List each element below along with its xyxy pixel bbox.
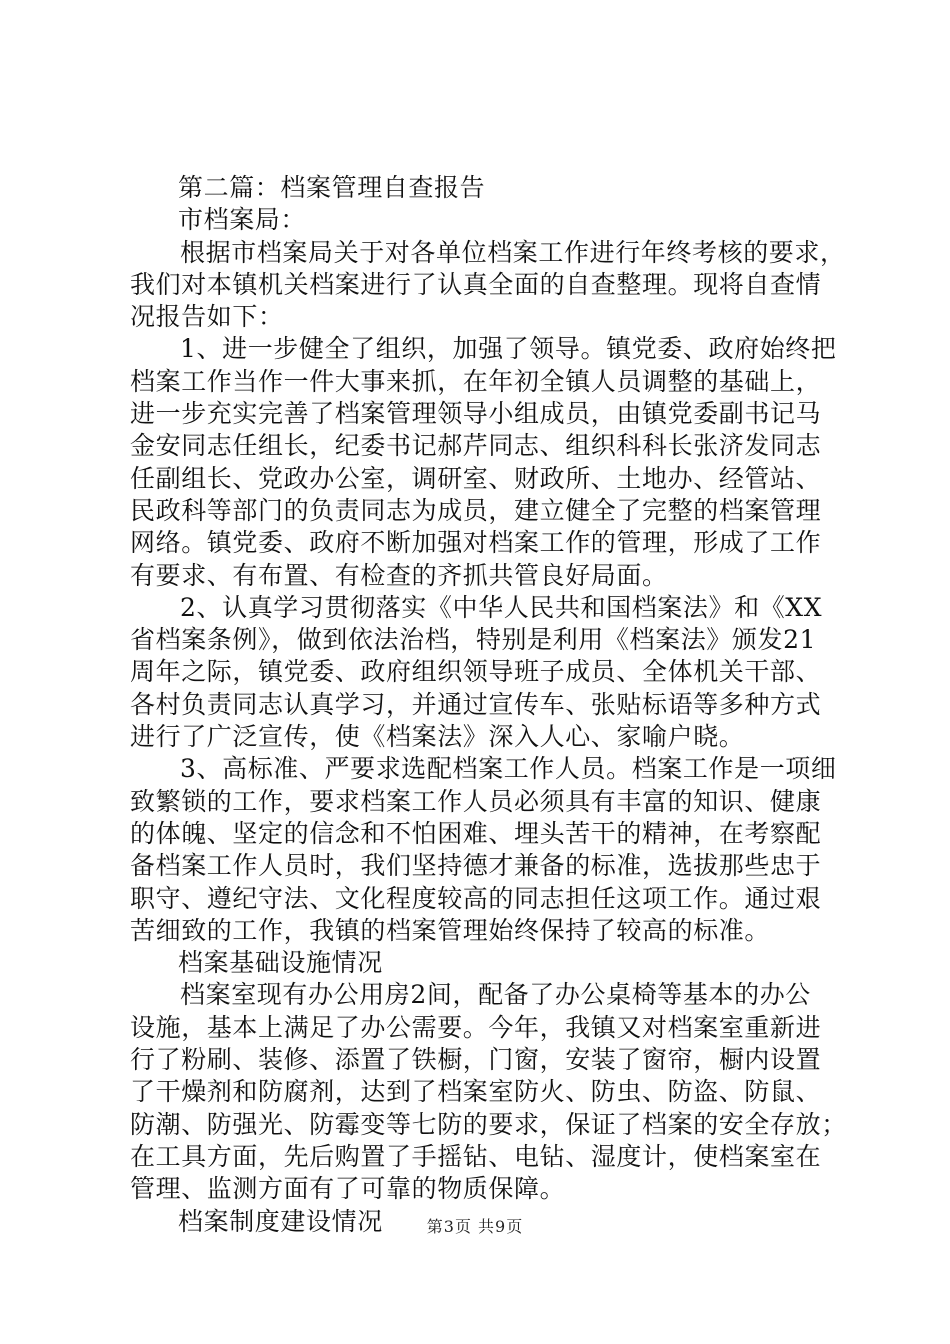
paragraph-line: 省档案条例》，做到依法治档，特别是利用《档案法》颁发21 — [130, 625, 817, 655]
paragraph-line: 档案工作当作一件大事来抓，在年初全镇人员调整的基础上， — [130, 366, 822, 396]
paragraph-line: 2、认真学习贯彻落实《中华人民共和国档案法》和《XX — [180, 592, 823, 622]
paragraph-line: 网络。镇党委、政府不断加强对档案工作的管理，形成了工作 — [130, 528, 822, 558]
page-indicator: 第3页 共9页 — [426, 1217, 524, 1236]
document-body — [130, 172, 847, 1238]
paragraph-line: 设施，基本上满足了办公需要。今年，我镇又对档案室重新进 — [130, 1012, 822, 1042]
paragraph-line: 管理、监测方面有了可靠的物质保障。 — [130, 1174, 566, 1204]
paragraph-line: 职守、遵纪守法、文化程度较高的同志担任这项工作。通过艰 — [130, 883, 822, 913]
paragraph-line: 进一步充实完善了档案管理领导小组成员，由镇党委副书记马 — [130, 399, 822, 429]
paragraph-line: 在工具方面，先后购置了手摇钻、电钻、湿度计，使档案室在 — [130, 1141, 822, 1171]
paragraph-line: 的体魄、坚定的信念和不怕困难、埋头苦干的精神，在考察配 — [130, 818, 822, 848]
paragraph-line: 根据市档案局关于对各单位档案工作进行年终考核的要求， — [180, 237, 846, 267]
paragraph-line: 金安同志任组长，纪委书记郝芹同志、组织科科长张济发同志 — [130, 431, 822, 461]
paragraph-line: 档案室现有办公用房2间，配备了办公桌椅等基本的办公 — [180, 980, 811, 1010]
section-heading: 档案制度建设情况 — [178, 1206, 383, 1236]
paragraph-line: 了干燥剂和防腐剂，达到了档案室防火、防虫、防盗、防鼠、 — [130, 1077, 822, 1107]
page-footer — [0, 1214, 950, 1237]
section-heading: 档案基础设施情况 — [178, 948, 383, 978]
paragraph-line: 有要求、有布置、有检查的齐抓共管良好局面。 — [130, 560, 668, 590]
document-title: 第二篇：档案管理自查报告 — [178, 173, 486, 202]
paragraph-line: 1、进一步健全了组织，加强了领导。镇党委、政府始终把 — [180, 334, 837, 364]
paragraph-line: 况报告如下： — [130, 302, 284, 332]
paragraph-line: 3、高标准、严要求选配档案工作人员。档案工作是一项细 — [180, 754, 837, 784]
salutation: 市档案局： — [178, 205, 307, 235]
paragraph-line: 防潮、防强光、防霉变等七防的要求，保证了档案的安全存放； — [130, 1109, 847, 1139]
paragraph-line: 行了粉刷、装修、添置了铁橱，门窗，安装了窗帘，橱内设置 — [130, 1045, 822, 1075]
paragraph-line: 民政科等部门的负责同志为成员，建立健全了完整的档案管理 — [130, 495, 822, 525]
paragraph-line: 我们对本镇机关档案进行了认真全面的自查整理。现将自查情 — [130, 269, 822, 299]
paragraph-line: 苦细致的工作，我镇的档案管理始终保持了较高的标准。 — [130, 915, 771, 945]
paragraph-line: 进行了广泛宣传，使《档案法》深入人心、家喻户晓。 — [130, 722, 745, 752]
paragraph-line: 任副组长、党政办公室，调研室、财政所、土地办、经管站、 — [130, 463, 822, 493]
paragraph-line: 备档案工作人员时，我们坚持德才兼备的标准，选拔那些忠于 — [130, 851, 822, 881]
paragraph-line: 各村负责同志认真学习，并通过宣传车、张贴标语等多种方式 — [130, 689, 822, 719]
paragraph-line: 周年之际，镇党委、政府组织领导班子成员、全体机关干部、 — [130, 657, 822, 687]
paragraph-line: 致繁锁的工作，要求档案工作人员必须具有丰富的知识、健康 — [130, 786, 822, 816]
